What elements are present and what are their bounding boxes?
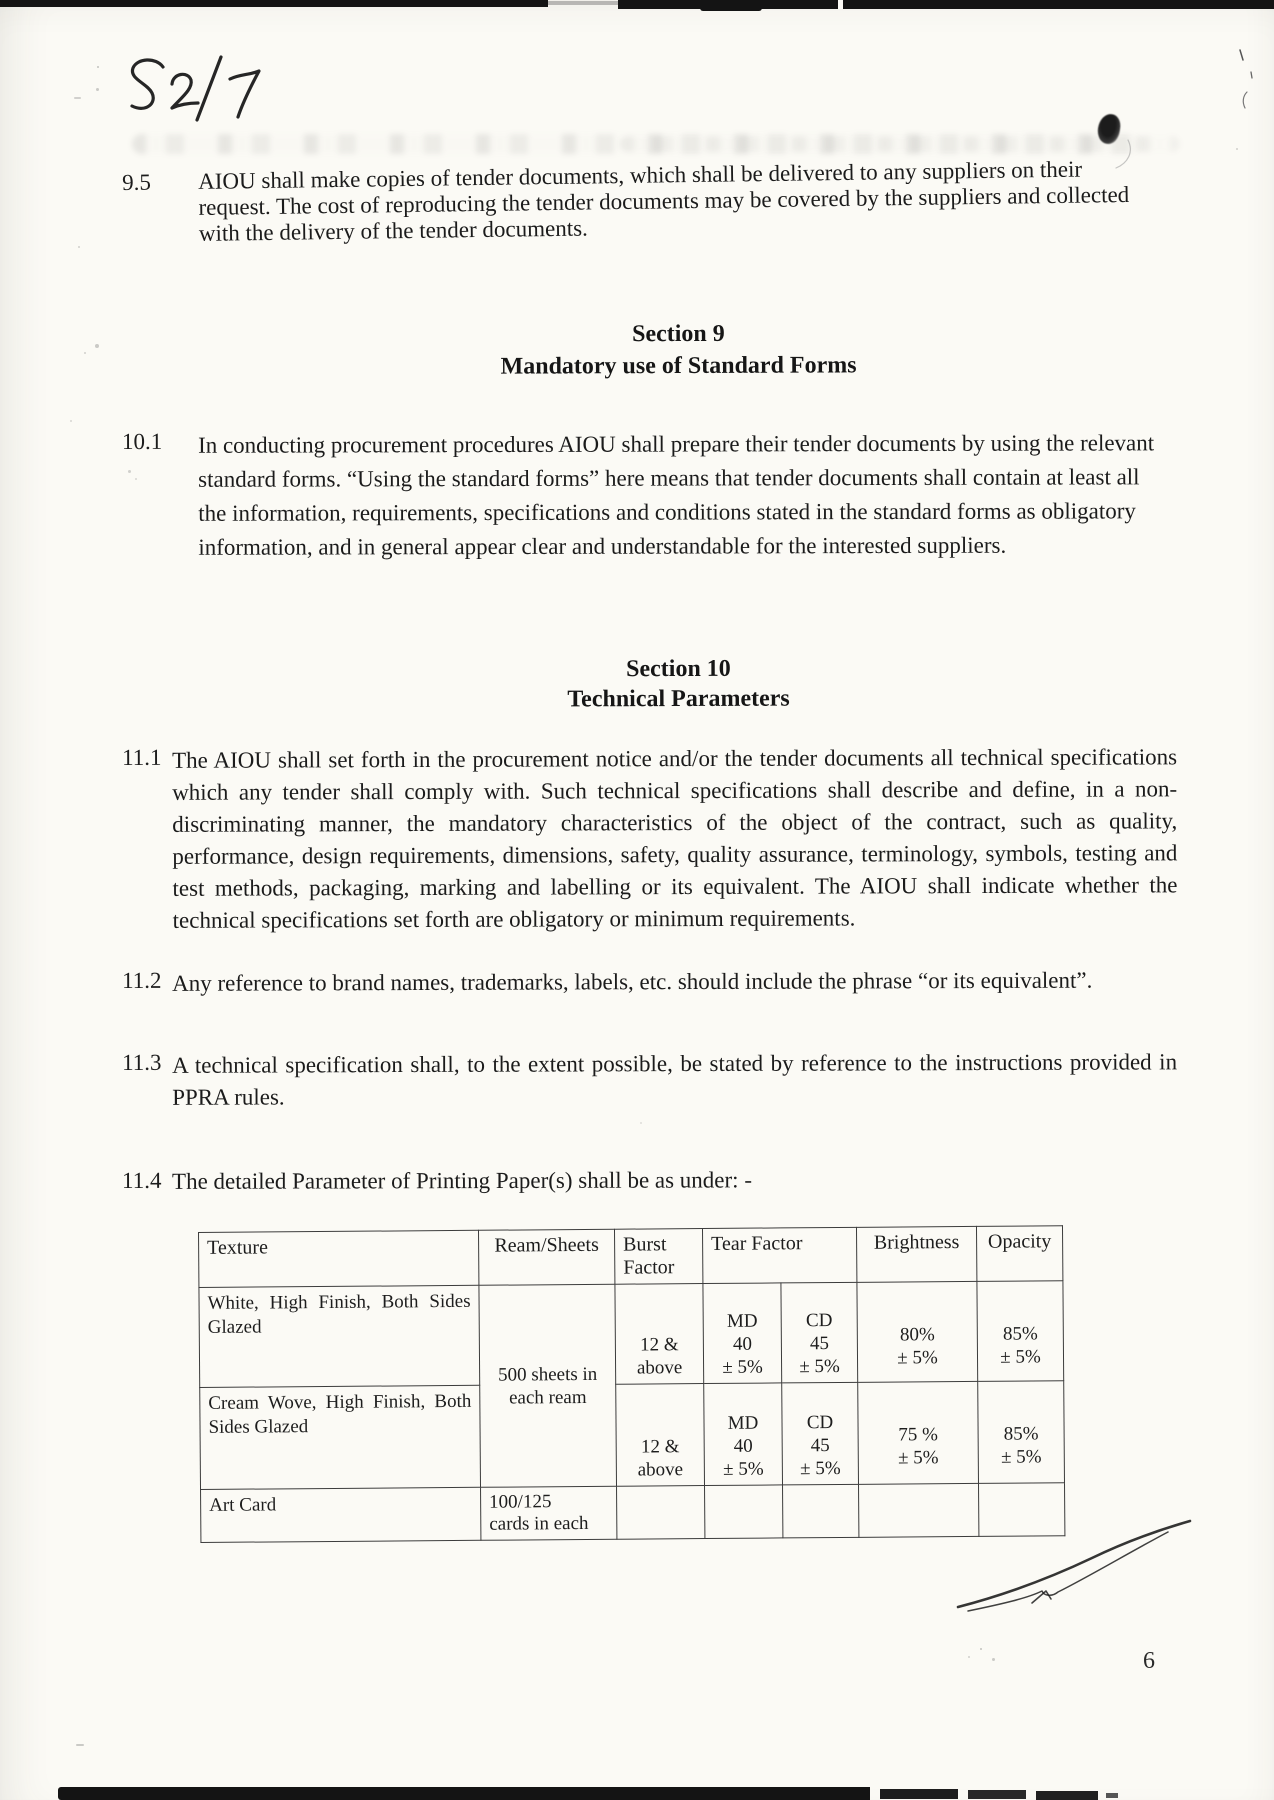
scan-artifact-top-bar	[700, 0, 762, 11]
scan-speck	[76, 1744, 84, 1746]
scan-speck	[70, 420, 72, 422]
col-header-tear-factor: Tear Factor	[702, 1227, 856, 1283]
cell-tear-md: MD 40 ± 5%	[703, 1283, 782, 1384]
col-header-brightness: Brightness	[856, 1226, 976, 1282]
cell-burst	[617, 1486, 705, 1540]
cell-tear-md	[705, 1485, 783, 1539]
scan-speck	[968, 1656, 970, 1658]
clause-10-1	[122, 426, 1166, 565]
cell-ream: 500 sheets in each ream	[479, 1284, 617, 1487]
scan-speck	[78, 246, 80, 248]
cell-opacity: 85% ± 5%	[978, 1381, 1065, 1484]
clause-11-4	[122, 1165, 1177, 1196]
scan-speck	[96, 88, 99, 91]
cell-texture: Cream Wove, High Finish, Both Sides Glazed	[200, 1385, 481, 1489]
clause-number: 10.1	[122, 428, 163, 454]
cell-ream: 100/125 cards in each	[481, 1486, 617, 1540]
clause-11-3	[122, 1046, 1177, 1114]
col-header-opacity: Opacity	[976, 1226, 1062, 1282]
clause-text: A technical specification shall, to the extent possible, be stated by reference to the instructions provided in PPRA rules.	[172, 1049, 1178, 1110]
scan-artifact-bottom-bar	[1036, 1791, 1098, 1800]
col-header-ream-sheets: Ream/Sheets	[478, 1229, 614, 1285]
scan-speck	[640, 1122, 642, 1124]
scan-artifact-bottom-bar	[880, 1789, 958, 1799]
clause-11-1	[122, 741, 1178, 937]
section-heading	[172, 316, 1185, 384]
clause-text: Any reference to brand names, trademarks, labels, etc. should include the phrase “or its equivalent”.	[172, 967, 1093, 996]
section-heading	[172, 652, 1185, 716]
cell-tear-cd: CD 45 ± 5%	[782, 1382, 859, 1485]
scan-speck	[980, 1648, 982, 1650]
cell-burst: 12 & above	[615, 1284, 704, 1385]
col-header-burst-factor: Burst Factor	[614, 1229, 702, 1285]
clause-text: In conducting procurement procedures AIOU shall prepare their tender documents by using the relevant standard forms. “Using the standard forms” here means that tender documents shall contain at least all the information, requirements, specifications and conditions stated in the standard forms as obligatory information, and in general appear clear and understandable for the interested suppliers.	[198, 430, 1155, 560]
section-title: Section 9	[632, 320, 725, 348]
printing-paper-spec-table	[198, 1225, 1065, 1543]
clause-text: The AIOU shall set forth in the procurement notice and/or the tender documents all technical specifications which any tender shall comply with. Such technical specifications shall describe and define, in a non-discriminating manner, the mandatory characteristics of the object of the contract, such as quality, performance, design requirements, dimensions, safety, quality assurance, terminology, symbols, testing and test methods, packaging, marking and labelling or its equivalent. The AIOU shall indicate whether the technical specifications set forth are obligatory or minimum requirements.	[172, 744, 1178, 933]
cell-tear-md: MD 40 ± 5%	[704, 1383, 783, 1486]
cell-brightness: 80% ± 5%	[857, 1281, 978, 1382]
scan-speck	[97, 66, 99, 68]
scan-speck	[95, 344, 99, 348]
section-subtitle: Mandatory use of Standard Forms	[500, 352, 857, 380]
scan-speck	[84, 352, 86, 354]
clause-number: 11.2	[122, 967, 162, 993]
cell-texture: White, High Finish, Both Sides Glazed	[199, 1285, 480, 1387]
scan-artifact-bottom-bar	[968, 1790, 1026, 1799]
clause-11-2	[122, 964, 1177, 999]
scan-bleed-through-band	[620, 136, 1180, 152]
scan-artifact-top-bar-notch	[838, 0, 843, 9]
table-row	[201, 1483, 1065, 1543]
scan-artifact-bottom-bar	[1106, 1793, 1118, 1798]
clause-number: 11.3	[122, 1049, 162, 1075]
clause-9-5	[122, 156, 1159, 248]
scan-speck	[74, 97, 81, 99]
clause-text: The detailed Parameter of Printing Paper(s) shall be as under: -	[172, 1167, 752, 1194]
section-subtitle: Technical Parameters	[567, 685, 790, 713]
col-header-texture: Texture	[199, 1230, 479, 1287]
clause-number: 9.5	[122, 169, 152, 195]
cell-burst: 12 & above	[616, 1384, 705, 1487]
scan-artifact-bottom-bar	[58, 1787, 870, 1800]
cell-tear-cd: CD 45 ± 5%	[781, 1282, 858, 1383]
cell-brightness: 75 % ± 5%	[858, 1381, 979, 1484]
table-row	[200, 1381, 1065, 1490]
cell-tear-cd	[783, 1484, 859, 1538]
table-row	[199, 1281, 1064, 1388]
cell-brightness	[859, 1483, 979, 1537]
scan-artifact-top-bar-gap	[548, 1, 618, 5]
scan-speck	[1236, 148, 1238, 150]
clause-number: 11.1	[122, 744, 162, 770]
cell-opacity	[979, 1483, 1065, 1537]
page-number: 6	[1143, 1648, 1155, 1674]
scan-speck	[992, 1658, 995, 1661]
clause-text: AIOU shall make copies of tender documents, which shall be delivered to any suppliers on their request. The cost of reproducing the tender documents may be covered by the suppliers and collected with the delivery of the tender documents.	[197, 156, 1130, 246]
scan-artifact-top-bar	[0, 0, 548, 7]
clause-number: 11.4	[122, 1167, 162, 1193]
section-title: Section 10	[626, 655, 731, 683]
cell-texture: Art Card	[201, 1487, 481, 1542]
cell-opacity: 85% ± 5%	[977, 1281, 1064, 1382]
